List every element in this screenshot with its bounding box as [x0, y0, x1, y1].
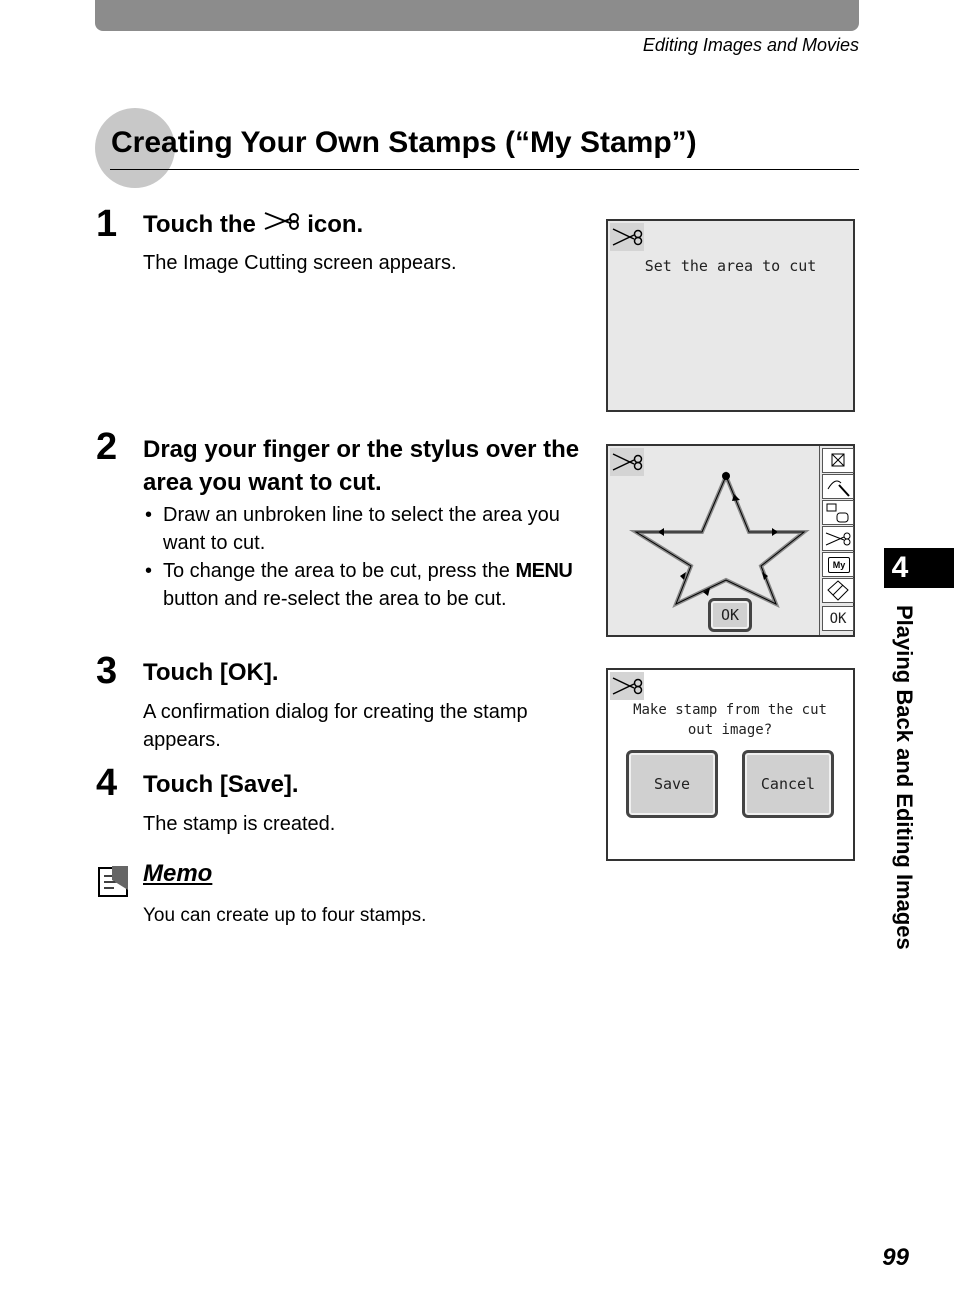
cut-instruction: Set the area to cut	[644, 257, 817, 275]
scissors-icon[interactable]	[822, 526, 854, 551]
save-button[interactable]	[626, 750, 718, 818]
cancel-button-label: Cancel	[760, 775, 816, 793]
step-3-heading: Touch [OK].	[143, 659, 279, 686]
bullet-text-end: button and re-select the area to be cut.	[163, 588, 507, 610]
screen-draw-area	[606, 444, 855, 637]
step-4-number: 4	[96, 762, 118, 804]
ok-button-label: OK	[720, 606, 740, 624]
step-1-heading	[143, 208, 363, 242]
save-button-label: Save	[653, 775, 691, 793]
step-1-number: 1	[96, 203, 118, 245]
page-number: 99	[882, 1244, 909, 1271]
chapter-number: 4	[891, 551, 909, 584]
close-icon[interactable]	[822, 448, 854, 473]
memo-title: Memo	[143, 860, 213, 887]
scissors-icon	[263, 209, 301, 242]
sidebar-ok-button[interactable]	[822, 606, 854, 631]
my-stamp-icon[interactable]	[822, 552, 854, 577]
step-4-text: The stamp is created.	[143, 813, 336, 835]
star-cut-path[interactable]	[628, 468, 813, 608]
page-title: Creating Your Own Stamps (“My Stamp”)	[111, 126, 697, 159]
step-3-number: 3	[96, 650, 118, 692]
step-2-bullet-1: • Draw an unbroken line to select the area you want to cut.	[143, 501, 588, 557]
screen-image-cutting	[606, 219, 855, 412]
step-1-text: The Image Cutting screen appears.	[143, 252, 457, 274]
memo-icon	[98, 864, 130, 903]
tool-sidebar	[819, 446, 856, 635]
chapter-label: Playing Back and Editing Images	[892, 605, 917, 950]
step-3-text: A confirmation dialog for creating the stamp appears.	[143, 701, 528, 751]
screen-confirm-dialog	[606, 668, 855, 861]
cancel-button[interactable]	[742, 750, 834, 818]
title-rule	[110, 169, 859, 170]
step-2-bullet-2	[143, 557, 588, 613]
menu-button-label: MENU	[515, 560, 573, 582]
confirm-message: Make stamp from the cut out image?	[633, 702, 827, 738]
eraser-icon[interactable]	[822, 578, 854, 603]
pen-icon[interactable]	[822, 474, 854, 499]
scissors-icon	[610, 223, 644, 251]
scissors-icon	[610, 672, 644, 700]
my-stamp-label: My	[828, 557, 850, 573]
sidebar-ok-label: OK	[829, 610, 847, 627]
header-bar	[95, 0, 859, 31]
step-2-number: 2	[96, 426, 118, 468]
section-name: Editing Images and Movies	[642, 35, 859, 55]
copy-icon[interactable]	[822, 500, 854, 525]
step-4-heading: Touch [Save].	[143, 771, 299, 798]
memo-text: You can create up to four stamps.	[143, 905, 427, 926]
step-2-heading: Drag your finger or the stylus over the area you want to cut.	[143, 436, 580, 496]
step-1-heading-end: icon.	[307, 211, 364, 238]
step-2-bullets	[143, 501, 588, 613]
step-1-heading-start: Touch the	[143, 211, 256, 238]
bullet-text-start: To change the area to be cut, press the	[163, 560, 510, 582]
ok-button[interactable]	[708, 598, 752, 632]
